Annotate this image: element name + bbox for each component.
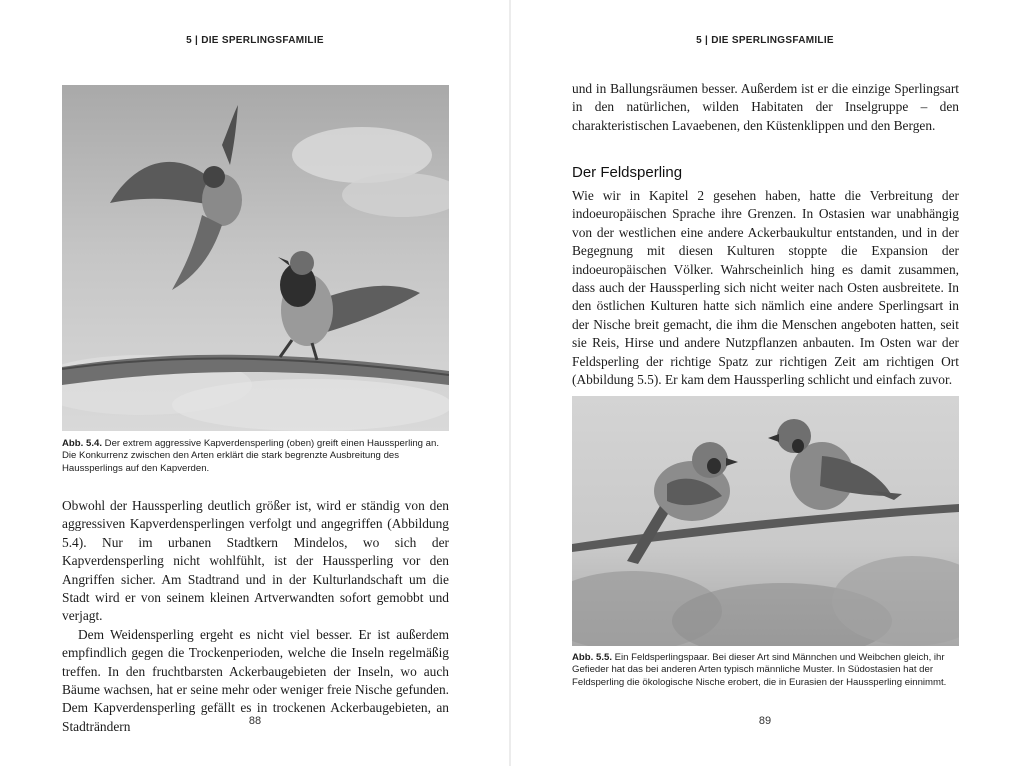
paragraph: Obwohl der Haussperling deutlich größer ist, wird er ständig von den aggressiven Kapverdensperlingen verfolgt und angegriffen (Abbildung 5.4). Nur im urbanen Stadtkern Mindelos, wo sich der Kapverdensperling nicht wohlfühlt, ist der Haussperling vor den Angriffen sicher. Am Stadtrand und in der Kulturlandschaft um die Stadt wird er von seinem kleinen Artverwandten sofort gemobbt und verjagt.: [62, 498, 449, 624]
left-body-text: [62, 497, 449, 736]
running-head-right: 5 | DIE SPERLINGSFAMILIE: [696, 35, 834, 46]
caption-label: Abb. 5.5.: [572, 652, 612, 663]
paragraph: Wie wir in Kapitel 2 gesehen haben, hatte die Verbreitung der indoeuropäischen Sprache ihre Grenzen. In Ostasien war unabhängig von der westlichen eine andere Ackerbaukultur entstanden, und in der Begegnung mit diesen Kulturen stoppte die Expansion der indoeuropäischen Völker. Wahrscheinlich hing es damit zusammen, dass auch der Haussperling sich nicht weiter nach Osten ausbreitete. In den östlichen Kulturen hatte sich nämlich eine andere Sperlingsart in der Nische breit gemacht, die ihm die Menschen angeboten hatten, seit sie Reis, Hirse und andere Nutzpflanzen anbauten. Im Osten war der Feldsperling der richtige Spatz zur richtigen Zeit am richtigen Ort (Abbildung 5.5). Er kam dem Haussperling schlicht und einfach zuvor.: [572, 188, 959, 388]
sparrow-fight-image: [62, 85, 449, 431]
caption-label: Abb. 5.4.: [62, 438, 102, 449]
paragraph: und in Ballungsräumen besser. Außerdem ist er die einzige Sperlingsart in den natürlichen, wilden Habitaten der Inselgruppe – den charakteristischen Lavaebenen, den Küstenklippen und den Bergen.: [572, 81, 959, 133]
right-page: [510, 0, 1020, 766]
right-section-text: [572, 187, 959, 389]
section-heading: Der Feldsperling: [572, 164, 683, 181]
right-intro-text: [572, 80, 959, 135]
paragraph: Dem Weidensperling ergeht es nicht viel besser. Er ist außerdem empfindlich gegen die Trockenperioden, welche die Inseln regelmäßig treffen. In den fruchtbarsten Ackerbaugebieten der Inseln, wo auch Bäume wachsen, hat er seine mehr oder weniger freie Nische gefunden. Dem Kapverdensperling gefällt es in trockenen Ackerbaugebieten, an Stadträndern: [62, 626, 449, 734]
figure-5-5-caption: [572, 652, 959, 689]
page-number-right: 89: [758, 715, 772, 727]
sparrow-pair-image: [572, 396, 959, 646]
figure-5-4-illustration: [62, 85, 449, 431]
figure-5-4-caption: [62, 438, 449, 475]
caption-text: Ein Feldsperlingspaar. Bei dieser Art sind Männchen und Weibchen gleich, ihr Gefieder hat das bei anderen Arten typisch männliche Muster. In Südostasien hat der Feldsperling die ökologische Nische erobert, die in Eurasien der Haussperling einnimmt.: [572, 652, 947, 688]
page-number-left: 88: [248, 715, 262, 727]
caption-text: Der extrem aggressive Kapverdensperling (oben) greift einen Haussperling an. Die Konkurrenz zwischen den Arten erklärt die stark begrenzte Ausbreitung des Haussperlings auf den Kapverden.: [62, 438, 440, 474]
figure-5-5-illustration: [572, 396, 959, 646]
running-head-left: 5 | DIE SPERLINGSFAMILIE: [186, 35, 324, 46]
